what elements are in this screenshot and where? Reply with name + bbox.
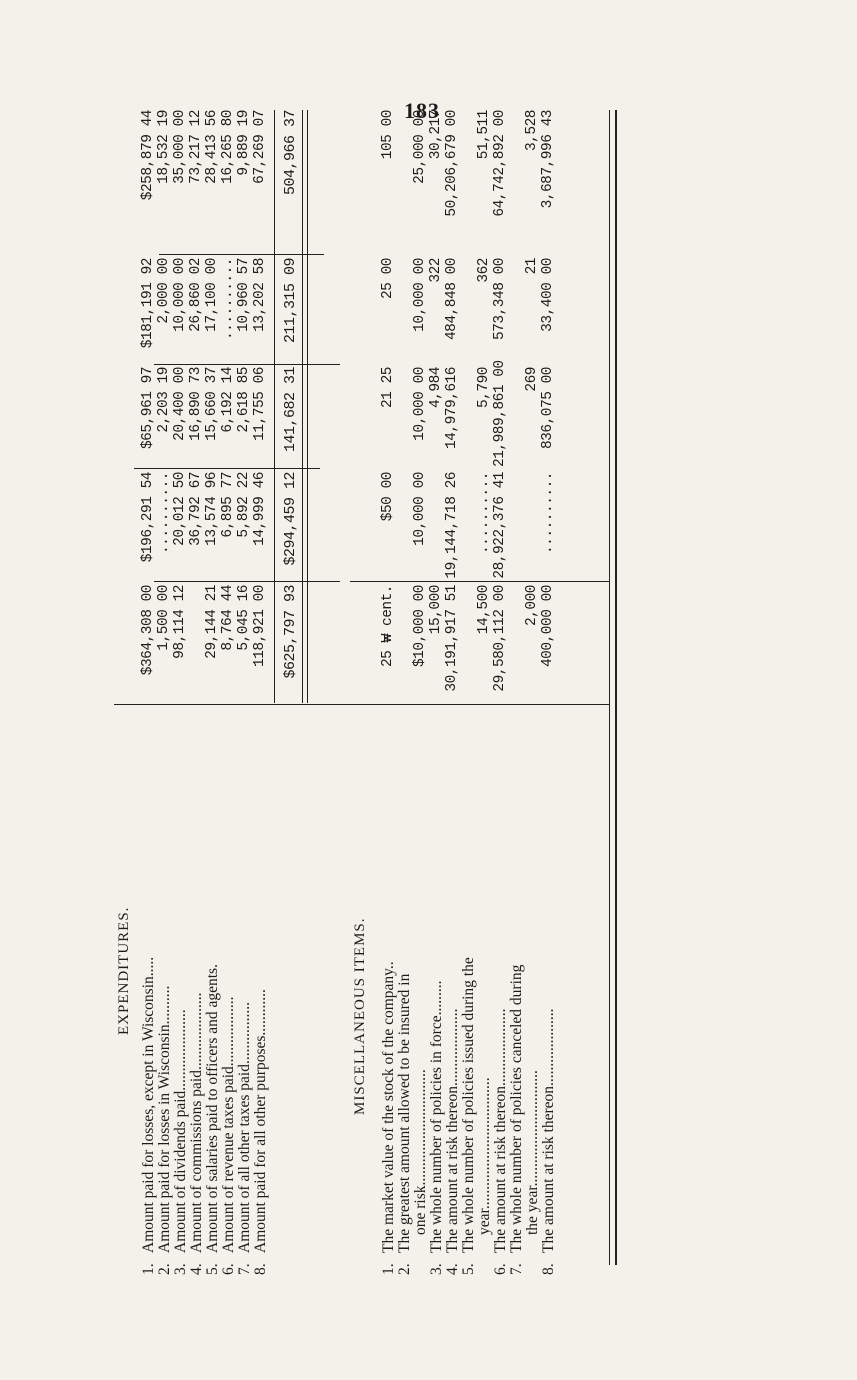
- cell: $364,308 00: [140, 585, 156, 676]
- cell: 29,580,112 00: [492, 585, 508, 692]
- row-label: Amount paid for losses, except in Wisconsin.....: [140, 956, 157, 1253]
- cell: 400,000 00: [540, 585, 556, 668]
- cell: 28,922,376 41: [492, 472, 508, 579]
- cell: 2,000 00: [156, 258, 172, 324]
- cell: 5,045 16: [236, 585, 252, 651]
- column-divider: [114, 704, 340, 705]
- row-number: 5.: [204, 1263, 221, 1275]
- row-number: 6.: [220, 1263, 237, 1275]
- cell: 11,755 06: [252, 367, 268, 441]
- cell: 30,191,917 51: [444, 585, 460, 692]
- row-number: 5.: [460, 1263, 477, 1275]
- cell: 9,889 19: [236, 110, 252, 176]
- cell: $196,291 54: [140, 472, 156, 563]
- cell: 10,000 00: [412, 472, 428, 546]
- cell: 3,687,996 43: [540, 110, 556, 209]
- cell: 573,348 00: [492, 258, 508, 341]
- cell: 25 ₩ cent.: [380, 585, 396, 668]
- cell: 118,921 00: [252, 585, 268, 668]
- cell: 21,989,861 00: [492, 360, 508, 467]
- column-divider: [340, 704, 610, 705]
- row-label-continued: one risk..............................: [412, 1069, 429, 1235]
- cell: 2,000: [524, 585, 540, 627]
- row-label: Amount of commissions paid....................: [188, 992, 205, 1253]
- row-number: 7.: [508, 1263, 525, 1275]
- row-number: 7.: [236, 1263, 253, 1275]
- cell: ..........: [220, 258, 236, 341]
- cell: 26,860 02: [188, 258, 204, 332]
- total-cell: 504,966 37: [282, 110, 299, 196]
- row-label: The market value of the stock of the company..: [380, 961, 397, 1253]
- row-label: Amount paid for losses in Wisconsin..........: [156, 985, 173, 1253]
- column-divider: [154, 364, 340, 365]
- cell: $10,000 00: [412, 585, 428, 668]
- totals-double-rule: [302, 110, 308, 703]
- row-label: Amount of all other taxes paid................: [236, 1002, 253, 1253]
- column-divider: [154, 581, 340, 582]
- row-label: The amount at risk thereon....................: [540, 1008, 557, 1253]
- cell: 269: [524, 367, 540, 392]
- cell: 28,413 56: [204, 110, 220, 184]
- total-cell: $294,459 12: [282, 472, 299, 566]
- cell: 3,528: [524, 110, 540, 152]
- row-label: Amount of dividends paid.....................: [172, 1009, 189, 1253]
- cell: 10,000 00: [172, 258, 188, 332]
- row-label: The whole number of policies issued during the: [460, 957, 477, 1253]
- row-number: 8.: [540, 1263, 557, 1275]
- row-number: 2.: [396, 1263, 413, 1275]
- cell: 20,400 00: [172, 367, 188, 441]
- totals-rule: [274, 110, 275, 703]
- total-cell: $625,797 93: [282, 585, 299, 679]
- cell: 10,000 00: [412, 367, 428, 441]
- cell: 25 00: [380, 258, 396, 300]
- row-number: 4.: [188, 1263, 205, 1275]
- row-label: Amount paid for all other purposes............: [252, 989, 269, 1253]
- cell: 67,269 07: [252, 110, 268, 184]
- cell: 16,265 80: [220, 110, 236, 184]
- cell: ..........: [540, 472, 556, 555]
- cell: 4,984: [428, 367, 444, 409]
- cell: 836,075 00: [540, 367, 556, 450]
- row-number: 3.: [428, 1263, 445, 1275]
- row-number: 6.: [492, 1263, 509, 1275]
- column-divider: [159, 254, 324, 255]
- cell: 484,848 00: [444, 258, 460, 341]
- cell: 21: [524, 258, 540, 275]
- row-number: 8.: [252, 1263, 269, 1275]
- cell: 17,100 00: [204, 258, 220, 332]
- row-number: 1.: [140, 1263, 157, 1275]
- cell: ..........: [156, 472, 172, 555]
- cell: 30,217: [428, 110, 444, 160]
- cell: 18,532 19: [156, 110, 172, 184]
- cell: 33,400 00: [540, 258, 556, 332]
- row-label: The amount at risk thereon....................: [492, 1008, 509, 1253]
- column-divider: [350, 581, 610, 582]
- page-number: 183: [404, 98, 440, 123]
- cell: 6,895 77: [220, 472, 236, 538]
- cell: 16,890 73: [188, 367, 204, 441]
- column-divider: [134, 468, 320, 469]
- row-label: Amount of revenue taxes paid..................: [220, 996, 237, 1253]
- row-label: The whole number of policies canceled during: [508, 964, 525, 1253]
- cell: 2,203 19: [156, 367, 172, 433]
- cell: 14,979,616: [444, 367, 460, 450]
- cell: 2,618 85: [236, 367, 252, 433]
- cell: 362: [476, 258, 492, 283]
- row-label: Amount of salaries paid to officers and agents.: [204, 964, 221, 1253]
- cell: 10,000 00: [412, 258, 428, 332]
- cell: 20,012 50: [172, 472, 188, 546]
- cell: 15,660 37: [204, 367, 220, 441]
- cell: $181,191 92: [140, 258, 156, 349]
- bottom-double-rule: [609, 110, 617, 1265]
- row-number: 1.: [380, 1263, 397, 1275]
- row-label: The greatest amount allowed to be insured in: [396, 973, 413, 1253]
- cell: 19,144,718 26: [444, 472, 460, 579]
- rotated-table: [114, 105, 634, 1275]
- cell: $50 00: [380, 472, 396, 522]
- total-cell: 211,315 09: [282, 258, 299, 344]
- total-cell: 141,682 31: [282, 367, 299, 453]
- row-label-continued: the year..............................: [524, 1070, 541, 1235]
- cell: 13,574 96: [204, 472, 220, 546]
- expenditures-heading: EXPENDITURES.: [116, 906, 132, 1035]
- cell: 36,792 67: [188, 472, 204, 546]
- row-number: 2.: [156, 1263, 173, 1275]
- cell: $258,879 44: [140, 110, 156, 201]
- cell: 10,960 57: [236, 258, 252, 332]
- cell: 6,192 14: [220, 367, 236, 433]
- cell: 14,999 46: [252, 472, 268, 546]
- cell: 14,500: [476, 585, 492, 635]
- cell: 5,790: [476, 367, 492, 409]
- row-label: The amount at risk thereon....................: [444, 1008, 461, 1253]
- cell: 105 00: [380, 110, 396, 160]
- cell: 29,144 21: [204, 585, 220, 659]
- cell: 25,000 00: [412, 110, 428, 184]
- cell: 98,114 12: [172, 585, 188, 659]
- row-number: 4.: [444, 1263, 461, 1275]
- cell: 50,206,679 00: [444, 110, 460, 217]
- cell: 1,500 00: [156, 585, 172, 651]
- row-label-continued: year..................................: [476, 1077, 493, 1235]
- cell: 64,742,892 00: [492, 110, 508, 217]
- cell: 13,202 58: [252, 258, 268, 332]
- cell: 8,764 44: [220, 585, 236, 651]
- misc-heading: MISCELLANEOUS ITEMS.: [352, 917, 368, 1115]
- cell: $65,961 97: [140, 367, 156, 450]
- cell: 73,217 12: [188, 110, 204, 184]
- cell: 51,511: [476, 110, 492, 160]
- cell: 35,000 00: [172, 110, 188, 184]
- cell: ..........: [476, 472, 492, 555]
- cell: 322: [428, 258, 444, 283]
- cell: 21 25: [380, 367, 396, 409]
- cell: 5,892 22: [236, 472, 252, 538]
- row-label: The whole number of policies in force.........: [428, 980, 445, 1253]
- cell: 15,000: [428, 585, 444, 635]
- row-number: 3.: [172, 1263, 189, 1275]
